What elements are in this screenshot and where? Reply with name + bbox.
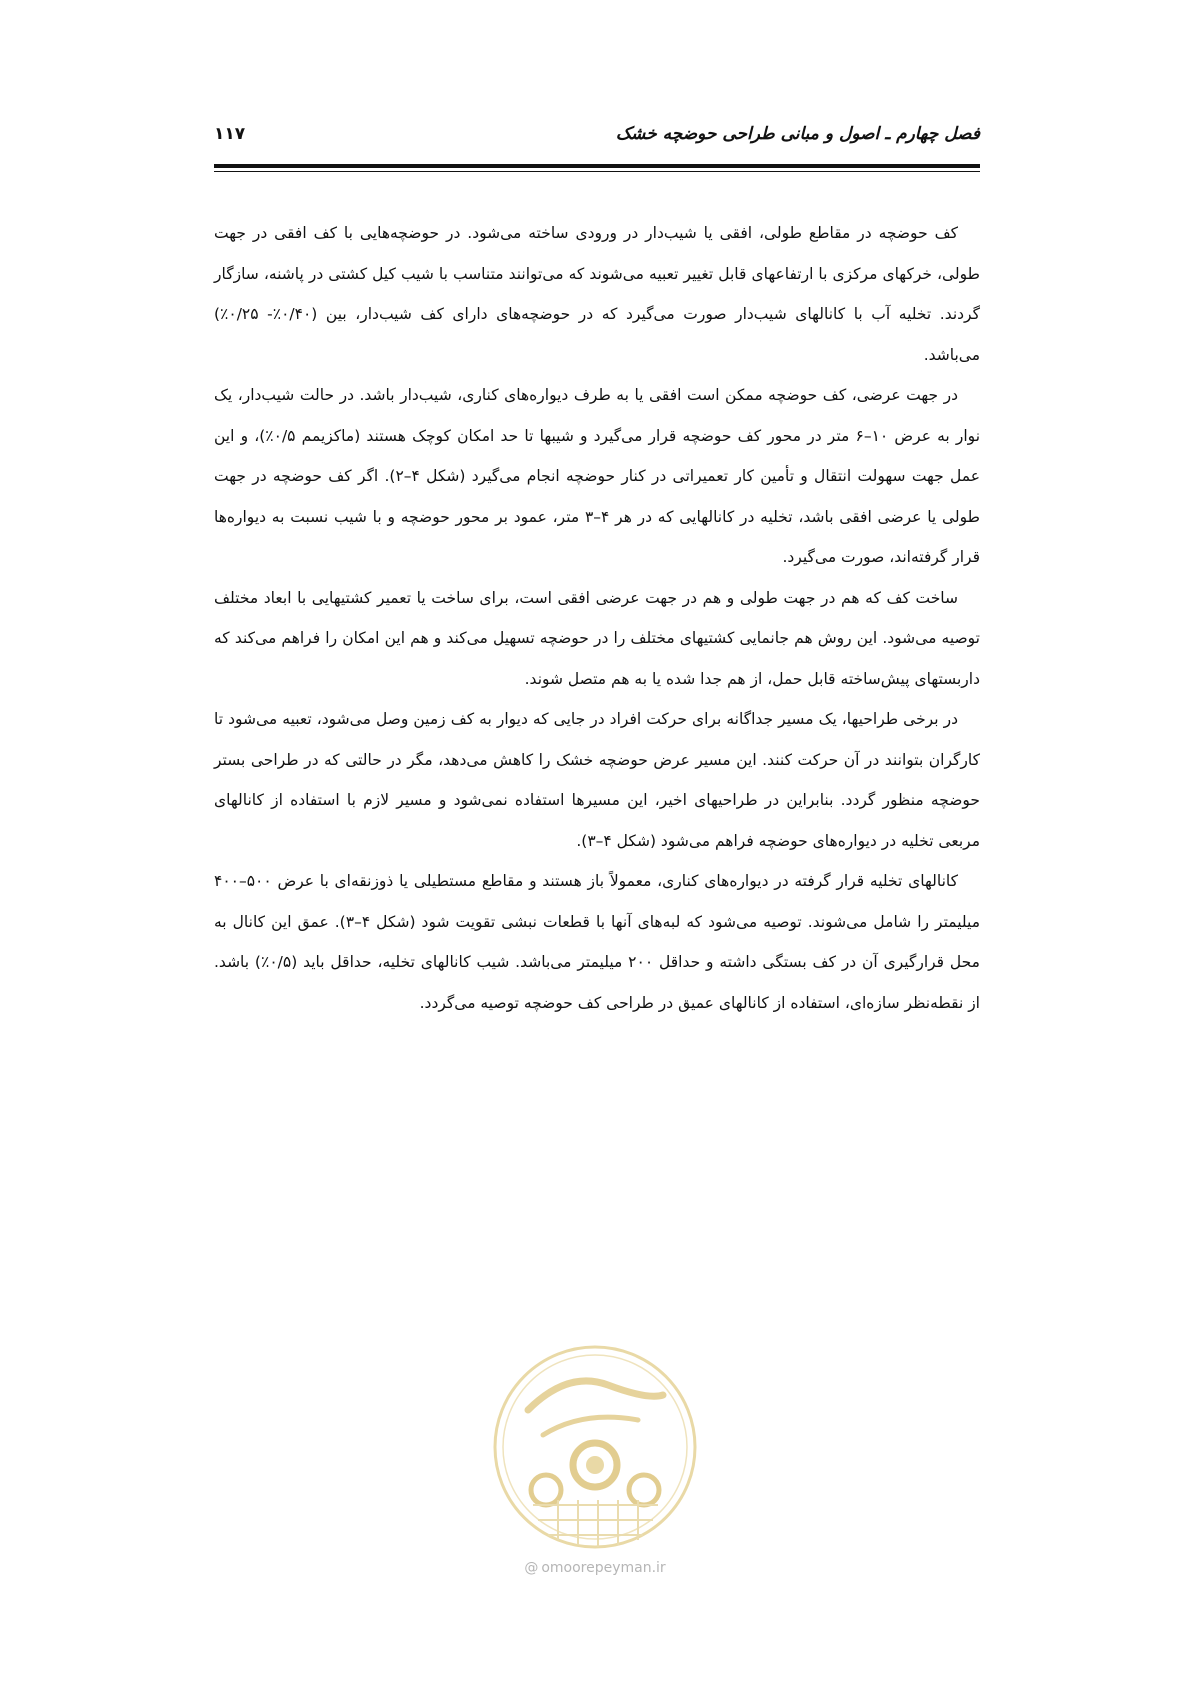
page-number: ۱۱۷ — [214, 124, 246, 144]
watermark-site-text: omoorepeyman.ir — [541, 1560, 666, 1576]
watermark-site — [495, 1560, 695, 1576]
watermark-logo — [488, 1340, 703, 1555]
at-sign-icon: @ — [524, 1560, 539, 1576]
paragraph-1: کف حوضچه در مقاطع طولی، افقی یا شیب‌دار در ورودی ساخته می‌شود. در حوضچه‌هایی با کف افقی در جهت طولی، خرکهای مرکزی با ارتفاعهای قابل تغییر تعبیه می‌شوند که می‌توانند متناسب با شیب کیل کشتی در پاشنه، سازگار گردند. تخلیه آب با کانالهای شیب‌دار صورت می‌گیرد که در حوضچه‌های دارای کف شیب‌دار، بین (۰/۴۰٪- ۰/۲۵٪) می‌باشد. — [214, 224, 980, 364]
watermark-logo-graphic — [488, 1340, 703, 1555]
paragraph-4: در برخی طراحیها، یک مسیر جداگانه برای حرکت افراد در جایی که دیوار به کف زمین وصل می‌شود، تعبیه می‌شود تا کارگران بتوانند در آن حرکت کنند. این مسیر عرض حوضچه خشک را کاهش می‌دهد، مگر در حالتی که در طراحی بستر حوضچه منظور گردد. بنابراین در طراحیهای اخیر، این مسیرها استفاده نمی‌شود و مسیر لازم با استفاده از کانالهای مربعی تخلیه در دیواره‌های حوضچه فراهم می‌شود (شکل ۴–۳). — [214, 710, 980, 850]
body-text — [214, 213, 980, 1023]
header-rule-thick — [214, 164, 980, 168]
chapter-title: فصل چهارم ـ اصول و مبانی طراحی حوضچه خشک — [615, 124, 980, 144]
page-header — [214, 124, 980, 154]
paragraph-2: در جهت عرضی، کف حوضچه ممکن است افقی یا به طرف دیواره‌های کناری، شیب‌دار باشد. در حالت شیب‌دار، یک نوار به عرض ۱۰–۶ متر در محور کف حوضچه قرار می‌گیرد و شیبها تا حد امکان کوچک هستند (ماکزیمم ۰/۵٪)، و این عمل جهت سهولت انتقال و تأمین کار تعمیراتی در کنار حوضچه انجام می‌گیرد (شکل ۴–۲). اگر کف حوضچه در جهت طولی یا عرضی افقی باشد، تخلیه در کانالهایی که در هر ۴–۳ متر، عمود بر محور حوضچه و با شیب نسبت به دیواره‌ها قرار گرفته‌اند، صورت می‌گیرد. — [214, 386, 981, 566]
header-rule-thin — [214, 171, 980, 172]
paragraph-3: ساخت کف که هم در جهت طولی و هم در جهت عرضی افقی است، برای ساخت یا تعمیر کشتیهایی با ابعاد مختلف توصیه می‌شود. این روش هم جانمایی کشتیهای مختلف را در حوضچه تسهیل می‌کند و هم این امکان را فراهم می‌کند که داربستهای پیش‌ساخته قابل حمل، از هم جدا شده یا به هم متصل شوند. — [214, 588, 980, 688]
paragraph-5: کانالهای تخلیه قرار گرفته در دیواره‌های کناری، معمولاً باز هستند و مقاطع مستطیلی یا ذوزنقه‌ای با عرض ۵۰۰–۴۰۰ میلیمتر را شامل می‌شوند. توصیه می‌شود که لبه‌های آنها با قطعات نبشی تقویت شود (شکل ۴–۳). عمق این کانال به محل قرارگیری آن در کف بستگی داشته و حداقل ۲۰۰ میلیمتر می‌باشد. شیب کانالهای تخلیه، حداقل باید (۰/۵٪) باشد. از نقطه‌نظر سازه‌ای، استفاده از کانالهای عمیق در طراحی کف حوضچه توصیه می‌گردد. — [214, 872, 981, 1012]
